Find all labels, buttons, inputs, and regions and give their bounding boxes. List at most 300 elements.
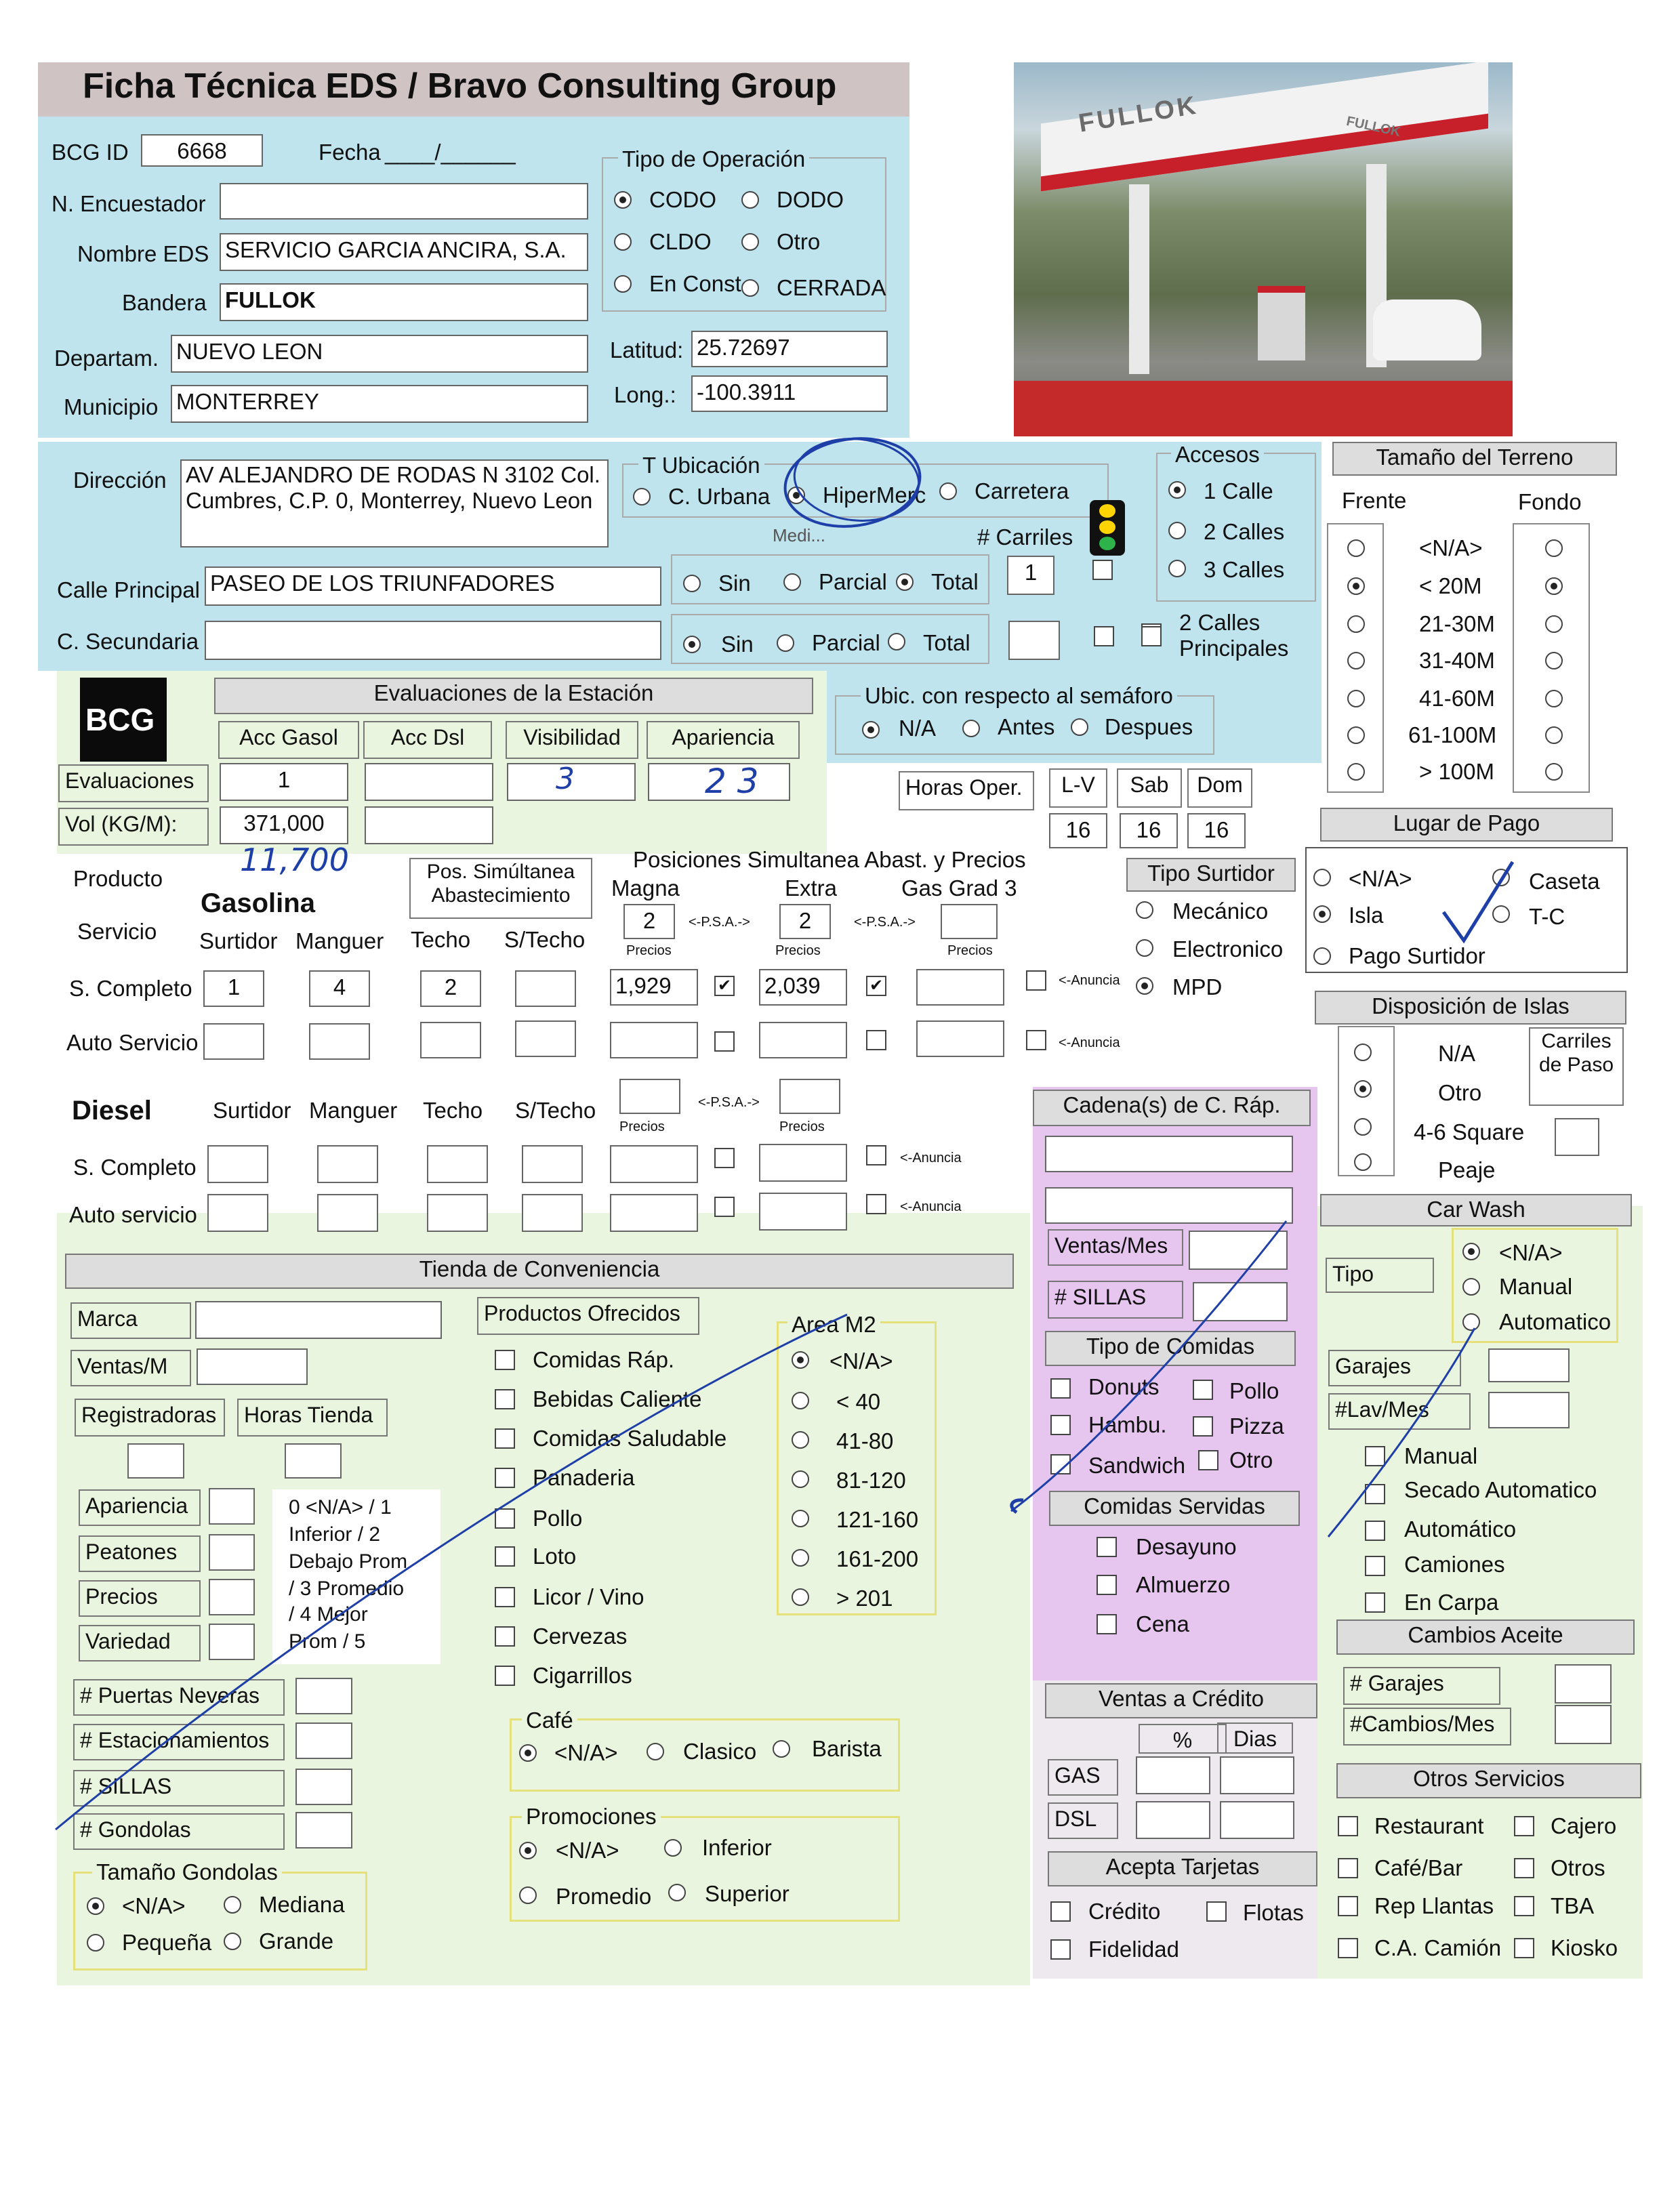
car-wash-lav-field[interactable] bbox=[1488, 1392, 1570, 1428]
cp-total: Total bbox=[931, 569, 979, 594]
car-wash-garajes-field[interactable] bbox=[1488, 1348, 1570, 1382]
radio-pago-surtidor[interactable] bbox=[1313, 947, 1331, 965]
radio-area-4[interactable] bbox=[792, 1510, 809, 1527]
traffic-light-icon bbox=[1090, 500, 1125, 556]
radio-area-0[interactable] bbox=[792, 1351, 809, 1369]
tarjeta-flotas: Flotas bbox=[1243, 1900, 1304, 1925]
dsl-as-manguer[interactable] bbox=[317, 1194, 378, 1232]
gas-sc-anuncia: <-Anuncia bbox=[1059, 973, 1120, 988]
gas-as-techo[interactable] bbox=[420, 1022, 481, 1058]
cadena-ventas-field[interactable] bbox=[1189, 1231, 1288, 1270]
cw-manual: Manual bbox=[1499, 1274, 1573, 1299]
car-wash-lav-label: #Lav/Mes bbox=[1328, 1393, 1471, 1430]
otros-item-5: TBA bbox=[1551, 1893, 1595, 1918]
precios-label: Precios bbox=[79, 1580, 201, 1617]
vol-field[interactable]: 371,000 bbox=[220, 806, 348, 844]
gas-as-extra-check[interactable] bbox=[866, 1030, 886, 1050]
car bbox=[1373, 300, 1481, 360]
bcg-id-field[interactable]: 6668 bbox=[141, 134, 263, 167]
cw-check-secado[interactable] bbox=[1365, 1484, 1385, 1504]
radio-area-3[interactable] bbox=[792, 1470, 809, 1488]
radio-promo-na[interactable] bbox=[519, 1842, 537, 1859]
accesos-title: Accesos bbox=[1171, 442, 1264, 468]
dsl-sc-check-1[interactable] bbox=[714, 1148, 735, 1168]
cw-check-manual[interactable] bbox=[1365, 1446, 1385, 1466]
option-hipermerc: HiperMerc bbox=[823, 482, 926, 508]
otros-item-4: Rep Llantas bbox=[1374, 1893, 1494, 1918]
credito-dias-label: Dias bbox=[1217, 1722, 1293, 1754]
magna-anuncia-check[interactable]: ✔ bbox=[714, 976, 735, 996]
bcg-id-label: BCG ID bbox=[52, 140, 129, 165]
photo-sign-2: FULLOK bbox=[1345, 113, 1402, 140]
radio-frente-0[interactable] bbox=[1347, 539, 1365, 557]
light-yellow bbox=[1099, 520, 1115, 534]
precios-gas3: Precios bbox=[947, 943, 993, 958]
pos-title: Posiciones Simultanea Abast. y Precios bbox=[633, 847, 1026, 872]
gond-na: <N/A> bbox=[122, 1893, 186, 1918]
carriles-check[interactable] bbox=[1092, 560, 1113, 580]
horas-lv-field[interactable]: 16 bbox=[1049, 813, 1107, 848]
pago-isla: Isla bbox=[1349, 903, 1384, 928]
grade-gas3: Gas Grad 3 bbox=[901, 875, 1017, 901]
registradoras-field[interactable] bbox=[127, 1443, 184, 1479]
gas-as-manguer[interactable] bbox=[309, 1023, 370, 1060]
radio-disp-otro[interactable] bbox=[1354, 1080, 1372, 1098]
option-en-const: En Const bbox=[649, 271, 741, 296]
extra-anuncia-check[interactable]: ✔ bbox=[866, 976, 886, 996]
eval-col-visibilidad: Visibilidad bbox=[506, 721, 638, 759]
option-2-calles: 2 Calles bbox=[1204, 519, 1285, 544]
otros-check-2[interactable] bbox=[1338, 1858, 1358, 1878]
horas-tienda-field[interactable] bbox=[285, 1443, 342, 1479]
eval-col-acc-gasol: Acc Gasol bbox=[218, 721, 359, 759]
cadena-title: Cadena(s) de C. Ráp. bbox=[1033, 1090, 1311, 1126]
producto-check-7[interactable] bbox=[495, 1626, 515, 1647]
tam-gondolas-group bbox=[73, 1872, 367, 1970]
gas-as-label: Auto Servicio bbox=[66, 1030, 199, 1055]
otros-item-6: C.A. Camión bbox=[1374, 1935, 1502, 1960]
cs-check-1[interactable] bbox=[1094, 626, 1114, 646]
dsl-sc-stecho[interactable] bbox=[522, 1145, 583, 1183]
fecha-label: Fecha bbox=[319, 140, 381, 165]
radio-2-calles[interactable] bbox=[1168, 522, 1186, 539]
otros-check-6[interactable] bbox=[1338, 1938, 1358, 1958]
otros-check-7[interactable] bbox=[1514, 1938, 1534, 1958]
eval-apariencia-ink: 2 3 bbox=[705, 762, 759, 801]
terreno-option-3: 31-40M bbox=[1419, 648, 1495, 673]
otros-check-4[interactable] bbox=[1338, 1896, 1358, 1916]
credito-gas-pct[interactable] bbox=[1136, 1756, 1210, 1794]
cs-total: Total bbox=[923, 630, 970, 655]
radio-gond-pequena[interactable] bbox=[87, 1934, 104, 1952]
carriles-paso-field[interactable] bbox=[1555, 1118, 1599, 1156]
horas-sab-label: Sab bbox=[1117, 768, 1182, 808]
dsl-sc-manguer[interactable] bbox=[317, 1145, 378, 1183]
gas-as-stecho[interactable] bbox=[515, 1020, 576, 1057]
producto-check-1[interactable] bbox=[495, 1389, 515, 1409]
radio-cerrada[interactable] bbox=[741, 279, 759, 297]
check-credito[interactable] bbox=[1050, 1901, 1071, 1922]
apariencia-field[interactable] bbox=[209, 1488, 255, 1525]
radio-cldo[interactable] bbox=[614, 233, 632, 251]
dsl-sc-label: S. Completo bbox=[73, 1155, 197, 1180]
radio-cs-sin[interactable] bbox=[683, 636, 701, 653]
magna-pos-field[interactable]: 2 bbox=[623, 904, 675, 939]
radio-frente-5[interactable] bbox=[1347, 726, 1365, 744]
otros-item-3: Otros bbox=[1551, 1855, 1605, 1880]
calle-secundaria-field[interactable] bbox=[205, 621, 661, 660]
dsl-sc-check-2[interactable] bbox=[866, 1145, 886, 1165]
radio-cafe-na[interactable] bbox=[519, 1744, 537, 1762]
pago-ink-check bbox=[1437, 858, 1518, 946]
area-option-4: 121-160 bbox=[836, 1507, 919, 1532]
radio-cafe-clasico[interactable] bbox=[647, 1743, 664, 1760]
dsl-precios-1: Precios bbox=[619, 1119, 665, 1134]
bandera-field[interactable]: FULLOK bbox=[220, 283, 588, 321]
terreno-option-6: > 100M bbox=[1419, 759, 1494, 784]
radio-frente-2[interactable] bbox=[1347, 615, 1365, 633]
gas-as-magna-check[interactable] bbox=[714, 1031, 735, 1052]
dsl-sc-techo[interactable] bbox=[427, 1145, 488, 1183]
evaluaciones-row-label: Evaluaciones bbox=[58, 764, 209, 802]
eval-visibilidad-ink: 3 bbox=[556, 762, 575, 796]
dsl-sc-surtidor[interactable] bbox=[207, 1145, 268, 1183]
radio-cw-na[interactable] bbox=[1462, 1243, 1480, 1260]
gas-as-magna-price[interactable] bbox=[610, 1022, 698, 1058]
radio-cp-parcial[interactable] bbox=[783, 573, 801, 591]
radio-cp-total[interactable] bbox=[896, 573, 914, 591]
radio-fondo-1[interactable] bbox=[1545, 577, 1563, 595]
escala-line-3: Debajo Prom bbox=[289, 1550, 408, 1573]
gas-col-manguer: Manguer bbox=[295, 928, 384, 953]
calle-principal-field[interactable]: PASEO DE LOS TRIUNFADORES bbox=[205, 566, 661, 606]
radio-electronico[interactable] bbox=[1136, 939, 1153, 957]
gas-sc-techo[interactable]: 2 bbox=[420, 970, 481, 1007]
gas-col-stecho: S/Techo bbox=[504, 927, 586, 952]
pump bbox=[1258, 286, 1305, 360]
option-electronico: Electronico bbox=[1172, 936, 1284, 962]
dsl-col-techo: Techo bbox=[423, 1098, 483, 1123]
tienda-sillas-field[interactable] bbox=[295, 1769, 352, 1805]
neveras-field[interactable] bbox=[295, 1678, 352, 1714]
option-cldo: CLDO bbox=[649, 229, 712, 254]
magna-price-field[interactable]: 1,929 bbox=[610, 969, 698, 1006]
credito-dsl-pct[interactable] bbox=[1136, 1801, 1210, 1839]
disp-square: 4-6 Square bbox=[1414, 1119, 1525, 1144]
vol-label: Vol (KG/M): bbox=[58, 808, 209, 846]
cadena-sillas-field[interactable] bbox=[1193, 1282, 1288, 1321]
dsl-precios-2: Precios bbox=[779, 1119, 825, 1134]
check-flotas[interactable] bbox=[1206, 1901, 1227, 1922]
principales-label: 2 Calles Principales bbox=[1179, 610, 1289, 661]
municipio-field[interactable]: MONTERREY bbox=[171, 385, 588, 423]
gas3-anuncia-check[interactable] bbox=[1026, 970, 1046, 991]
otros-item-1: Cajero bbox=[1551, 1813, 1617, 1838]
producto-item-3: Panaderia bbox=[533, 1465, 635, 1490]
dsl-as-check-1[interactable] bbox=[714, 1197, 735, 1217]
gondolas-field[interactable] bbox=[295, 1812, 352, 1849]
check-otro-comida[interactable] bbox=[1198, 1450, 1218, 1470]
radio-fondo-6[interactable] bbox=[1545, 763, 1563, 781]
otros-check-3[interactable] bbox=[1514, 1858, 1534, 1878]
radio-cw-manual[interactable] bbox=[1462, 1278, 1480, 1296]
check-almuerzo[interactable] bbox=[1097, 1575, 1117, 1595]
tipo-comidas-title: Tipo de Comidas bbox=[1045, 1331, 1296, 1366]
radio-disp-na[interactable] bbox=[1354, 1044, 1372, 1061]
cw-check-carpa[interactable] bbox=[1365, 1592, 1385, 1613]
t-ubicacion-title: T Ubicación bbox=[638, 453, 764, 478]
dsl-as-anuncia: <-Anuncia bbox=[900, 1199, 962, 1214]
radio-codo[interactable] bbox=[614, 191, 632, 209]
radio-frente-1[interactable] bbox=[1347, 577, 1365, 595]
gas-as-surtidor[interactable] bbox=[203, 1023, 264, 1060]
radio-c-urbana[interactable] bbox=[633, 488, 651, 505]
otros-check-0[interactable] bbox=[1338, 1816, 1358, 1836]
area-option-5: 161-200 bbox=[836, 1546, 919, 1571]
radio-area-1[interactable] bbox=[792, 1392, 809, 1409]
dsl-sc-price-2[interactable] bbox=[759, 1144, 847, 1182]
radio-carretera[interactable] bbox=[939, 482, 957, 500]
tarjeta-credito: Crédito bbox=[1088, 1899, 1161, 1924]
servicio-label: Servicio bbox=[77, 919, 157, 944]
radio-frente-3[interactable] bbox=[1347, 652, 1365, 669]
pago-na: <N/A> bbox=[1349, 866, 1412, 891]
producto-item-7: Cervezas bbox=[533, 1624, 628, 1649]
credito-gas-dias[interactable] bbox=[1220, 1756, 1294, 1794]
producto-check-6[interactable] bbox=[495, 1587, 515, 1607]
radio-semaforo-na[interactable] bbox=[862, 721, 880, 739]
horas-sab-field[interactable]: 16 bbox=[1120, 813, 1178, 848]
check-donuts[interactable] bbox=[1050, 1378, 1071, 1399]
producto-check-8[interactable] bbox=[495, 1666, 515, 1686]
producto-check-5[interactable] bbox=[495, 1546, 515, 1567]
encuestador-label: N. Encuestador bbox=[52, 191, 206, 216]
ventas-m-field[interactable] bbox=[197, 1348, 308, 1385]
servida-cena: Cena bbox=[1136, 1611, 1189, 1636]
estacionamientos-label: # Estacionamientos bbox=[73, 1724, 285, 1760]
radio-cs-total[interactable] bbox=[888, 633, 905, 651]
radio-en-const[interactable] bbox=[614, 275, 632, 293]
check-sandwich[interactable] bbox=[1050, 1454, 1071, 1474]
dsl-as-surtidor[interactable] bbox=[207, 1194, 268, 1232]
longitud-field[interactable]: -100.3911 bbox=[691, 375, 888, 412]
radio-cs-parcial[interactable] bbox=[777, 634, 794, 652]
cw-check-camiones[interactable] bbox=[1365, 1556, 1385, 1576]
producto-item-4: Pollo bbox=[533, 1506, 583, 1531]
radio-dodo[interactable] bbox=[741, 191, 759, 209]
cw-na: <N/A> bbox=[1499, 1240, 1563, 1265]
cw-automatico: Automatico bbox=[1499, 1309, 1612, 1334]
option-1-calle: 1 Calle bbox=[1204, 478, 1273, 503]
dsl-col-stecho: S/Techo bbox=[515, 1098, 596, 1123]
municipio-label: Municipio bbox=[64, 394, 159, 419]
radio-cp-sin[interactable] bbox=[683, 575, 701, 592]
gas-as-extra-price[interactable] bbox=[759, 1022, 847, 1058]
check-fidelidad[interactable] bbox=[1050, 1939, 1071, 1960]
radio-mpd[interactable] bbox=[1136, 977, 1153, 995]
gas3-pos-field[interactable] bbox=[941, 904, 998, 939]
dsl-as-techo[interactable] bbox=[427, 1194, 488, 1232]
gas-as-gas3-price[interactable] bbox=[916, 1020, 1004, 1057]
gond-pequena: Pequeña bbox=[122, 1930, 212, 1955]
comida-sandwich: Sandwich bbox=[1088, 1453, 1186, 1478]
latitud-field[interactable]: 25.72697 bbox=[691, 331, 888, 367]
carriles-field[interactable]: 1 bbox=[1007, 556, 1054, 595]
fecha-value[interactable]: ____/______ bbox=[385, 140, 516, 165]
cadena-field-2[interactable] bbox=[1045, 1187, 1293, 1224]
extra-pos-field[interactable]: 2 bbox=[779, 904, 831, 939]
page-title: Ficha Técnica EDS / Bravo Consulting Group bbox=[83, 66, 837, 106]
radio-gond-grande[interactable] bbox=[224, 1933, 241, 1950]
dsl-as-check-2[interactable] bbox=[866, 1194, 886, 1214]
bcg-logo-text: BCG bbox=[85, 702, 155, 737]
option-dodo: DODO bbox=[777, 187, 844, 212]
producto-item-1: Bebidas Caliente bbox=[533, 1386, 702, 1411]
disp-na: N/A bbox=[1438, 1041, 1476, 1066]
pago-caseta: Caseta bbox=[1529, 869, 1600, 894]
dsl-as-stecho[interactable] bbox=[522, 1194, 583, 1232]
otros-check-1[interactable] bbox=[1514, 1816, 1534, 1836]
aceite-cambios-field[interactable] bbox=[1555, 1705, 1612, 1744]
dsl-sc-price-1[interactable] bbox=[610, 1145, 698, 1183]
gas3-price-field[interactable] bbox=[916, 969, 1004, 1006]
promo-promedio: Promedio bbox=[556, 1884, 652, 1909]
radio-area-5[interactable] bbox=[792, 1549, 809, 1567]
horas-dom-field[interactable]: 16 bbox=[1187, 813, 1246, 848]
pos-sim-label: Pos. Simúltanea Abastecimiento bbox=[409, 858, 592, 919]
radio-cafe-barista[interactable] bbox=[773, 1740, 790, 1758]
marca-label: Marca bbox=[70, 1302, 191, 1339]
peatones-field[interactable] bbox=[209, 1534, 255, 1571]
gas-as-gas3-check[interactable] bbox=[1026, 1030, 1046, 1050]
radio-semaforo-antes[interactable] bbox=[962, 720, 980, 737]
producto-check-3[interactable] bbox=[495, 1468, 515, 1488]
radio-cw-automatico[interactable] bbox=[1462, 1313, 1480, 1331]
servida-almuerzo: Almuerzo bbox=[1136, 1572, 1231, 1597]
radio-mecanico[interactable] bbox=[1136, 901, 1153, 919]
gas-sc-manguer[interactable]: 4 bbox=[309, 970, 370, 1007]
check-pollo-comida[interactable] bbox=[1193, 1380, 1213, 1400]
radio-fondo-5[interactable] bbox=[1545, 726, 1563, 744]
radio-1-calle[interactable] bbox=[1168, 481, 1186, 499]
radio-otro[interactable] bbox=[741, 233, 759, 251]
radio-pago-isla[interactable] bbox=[1313, 905, 1331, 923]
producto-check-0[interactable] bbox=[495, 1350, 515, 1370]
terreno-option-2: 21-30M bbox=[1419, 611, 1495, 636]
evaluaciones-title: Evaluaciones de la Estación bbox=[214, 678, 813, 714]
aceite-cambios-label: #Cambios/Mes bbox=[1343, 1708, 1511, 1746]
dsl-as-price-1[interactable] bbox=[610, 1194, 698, 1232]
radio-frente-4[interactable] bbox=[1347, 690, 1365, 707]
cw-check-automatico[interactable] bbox=[1365, 1521, 1385, 1541]
eval-acc-dsl-field[interactable] bbox=[365, 763, 493, 801]
credito-gas-label: GAS bbox=[1048, 1759, 1118, 1796]
radio-fondo-0[interactable] bbox=[1545, 539, 1563, 557]
radio-promo-superior[interactable] bbox=[668, 1884, 686, 1901]
cw-check-automatico-label: Automático bbox=[1404, 1516, 1517, 1542]
car-wash-tipo-label: Tipo bbox=[1326, 1258, 1434, 1293]
escala-line-4: / 3 Promedio bbox=[289, 1577, 405, 1600]
direccion-field[interactable] bbox=[180, 459, 609, 548]
semaforo-na: N/A bbox=[899, 716, 937, 741]
vol-dsl-field[interactable] bbox=[365, 806, 493, 844]
cadena-field-1[interactable] bbox=[1045, 1136, 1293, 1172]
gas-as-anuncia: <-Anuncia bbox=[1059, 1035, 1120, 1050]
check-desayuno[interactable] bbox=[1097, 1537, 1117, 1557]
radio-disp-square[interactable] bbox=[1354, 1118, 1372, 1136]
check-pizza[interactable] bbox=[1193, 1416, 1213, 1437]
departamento-field[interactable]: NUEVO LEON bbox=[171, 335, 588, 373]
longitud-label: Long.: bbox=[614, 382, 676, 407]
radio-area-2[interactable] bbox=[792, 1431, 809, 1449]
radio-fondo-4[interactable] bbox=[1545, 690, 1563, 707]
marca-field[interactable] bbox=[195, 1301, 442, 1339]
aceite-garajes-field[interactable] bbox=[1555, 1664, 1612, 1704]
extra-price-field[interactable]: 2,039 bbox=[759, 969, 847, 1006]
escala-line-2: Inferior / 2 bbox=[289, 1523, 381, 1546]
radio-semaforo-despues[interactable] bbox=[1071, 718, 1088, 736]
check-cena[interactable] bbox=[1097, 1614, 1117, 1634]
dsl-as-price-2[interactable] bbox=[759, 1193, 847, 1231]
radio-disp-peaje[interactable] bbox=[1354, 1153, 1372, 1171]
otros-check-5[interactable] bbox=[1514, 1896, 1534, 1916]
producto-check-2[interactable] bbox=[495, 1428, 515, 1449]
radio-frente-6[interactable] bbox=[1347, 763, 1365, 781]
cadena-sillas-label: # SILLAS bbox=[1048, 1281, 1183, 1319]
light-green bbox=[1099, 537, 1115, 550]
dsl-pos-1[interactable] bbox=[619, 1079, 680, 1114]
encuestador-field[interactable] bbox=[220, 183, 588, 220]
variedad-field[interactable] bbox=[209, 1624, 255, 1660]
estacionamientos-field[interactable] bbox=[295, 1722, 352, 1759]
disposicion-title: Disposición de Islas bbox=[1315, 991, 1626, 1025]
credito-dsl-dias[interactable] bbox=[1220, 1801, 1294, 1839]
radio-3-calles[interactable] bbox=[1168, 560, 1186, 577]
radio-promo-promedio[interactable] bbox=[519, 1886, 537, 1904]
producto-check-4[interactable] bbox=[495, 1508, 515, 1529]
radio-promo-inferior[interactable] bbox=[664, 1839, 682, 1857]
cs-carriles-field[interactable] bbox=[1008, 621, 1060, 660]
tarjeta-fidelidad: Fidelidad bbox=[1088, 1937, 1179, 1962]
radio-pago-na[interactable] bbox=[1313, 869, 1331, 886]
radio-fondo-3[interactable] bbox=[1545, 652, 1563, 669]
gas-sc-label: S. Completo bbox=[69, 976, 192, 1001]
cs-check-2[interactable] bbox=[1141, 626, 1162, 646]
nombre-eds-field[interactable]: SERVICIO GARCIA ANCIRA, S.A. bbox=[220, 233, 588, 271]
photo-sign: FULLOK bbox=[1076, 91, 1201, 138]
radio-fondo-2[interactable] bbox=[1545, 615, 1563, 633]
dsl-pos-2[interactable] bbox=[779, 1079, 840, 1114]
terreno-title: Tamaño del Terreno bbox=[1332, 442, 1617, 476]
direccion-label: Dirección bbox=[73, 468, 167, 493]
terreno-option-0: <N/A> bbox=[1419, 535, 1483, 560]
precios-field[interactable] bbox=[209, 1579, 255, 1615]
semaforo-title: Ubic. con respecto al semáforo bbox=[861, 683, 1177, 709]
gas-sc-surtidor[interactable]: 1 bbox=[203, 970, 264, 1007]
check-hambu[interactable] bbox=[1050, 1415, 1071, 1435]
otros-title: Otros Servicios bbox=[1336, 1763, 1641, 1798]
cw-check-camiones-label: Camiones bbox=[1404, 1552, 1505, 1577]
comida-pizza: Pizza bbox=[1229, 1413, 1284, 1439]
bandera-label: Bandera bbox=[122, 290, 207, 315]
radio-gond-mediana[interactable] bbox=[224, 1896, 241, 1914]
radio-area-6[interactable] bbox=[792, 1588, 809, 1606]
radio-gond-na[interactable] bbox=[87, 1897, 104, 1915]
option-c-urbana: C. Urbana bbox=[668, 484, 771, 509]
vol-handwritten: 11,700 bbox=[240, 842, 349, 878]
gas-sc-stecho[interactable] bbox=[515, 970, 576, 1007]
eval-acc-gasol-field[interactable]: 1 bbox=[220, 763, 348, 801]
